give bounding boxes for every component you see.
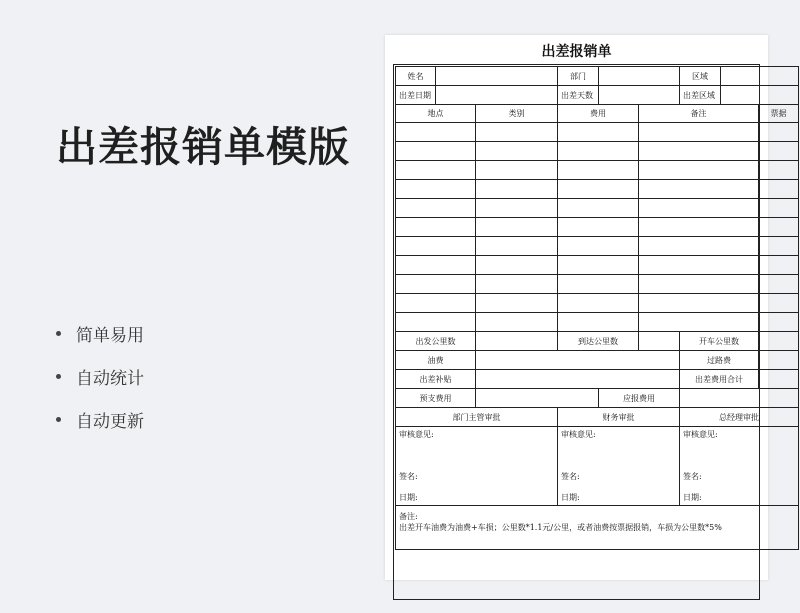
remarks-cell[interactable] [639,180,759,199]
total-field[interactable] [759,370,799,389]
location-cell[interactable] [396,161,476,180]
cost-cell[interactable] [558,313,639,332]
receipts-cell[interactable] [759,199,799,218]
arrive-km-field[interactable] [639,332,680,351]
trip-days-label: 出差天数 [558,86,599,105]
category-cell[interactable] [476,123,558,142]
fuel-label: 油费 [396,351,476,370]
cost-cell[interactable] [558,123,639,142]
advance-label: 预支费用 [396,389,476,408]
fee-row [396,351,799,370]
trip-date-label: 出差日期 [396,86,436,105]
arrive-km-label: 到达公里数 [558,332,639,351]
driven-km-field[interactable] [759,332,799,351]
start-km-label: 出发公里数 [396,332,476,351]
remarks-cell[interactable] [639,275,759,294]
finance-approval-label: 财务审批 [558,408,680,427]
receipts-cell[interactable] [759,237,799,256]
cost-cell[interactable] [558,180,639,199]
remarks-cell[interactable] [639,218,759,237]
fuel-field[interactable] [476,351,680,370]
toll-field[interactable] [759,351,799,370]
dept-label: 部门 [558,67,599,86]
dept-head-approval-label: 部门主管审批 [396,408,558,427]
due-label: 应报费用 [599,389,680,408]
form-preview [385,35,787,580]
expense-row [396,142,799,161]
category-cell[interactable] [476,237,558,256]
notes-text: 出差开车油费为油费+车损；公里数*1.1元/公里，或者油费按票据报销，车损为公里数*5% [399,523,722,532]
location-cell[interactable] [396,256,476,275]
cost-cell[interactable] [558,218,639,237]
remarks-cell[interactable] [639,313,759,332]
advance-field[interactable] [476,389,599,408]
expense-form-table [395,66,799,550]
opinion-label: 审核意见: [561,430,596,439]
receipts-cell[interactable] [759,313,799,332]
remarks-cell[interactable] [639,161,759,180]
remarks-cell[interactable] [639,256,759,275]
sign-label: 签名: [683,472,702,481]
receipts-cell[interactable] [759,218,799,237]
column-header-location: 地点 [396,105,476,123]
column-header-row [396,105,799,123]
receipts-cell[interactable] [759,256,799,275]
approval-header-row [396,408,799,427]
remarks-cell[interactable] [639,237,759,256]
feature-list [56,312,144,441]
fee-row [396,370,799,389]
approval-box-row [396,427,799,506]
column-header-category: 类别 [476,105,558,123]
allowance-label: 出差补贴 [396,370,476,389]
region-label: 区域 [680,67,721,86]
trip-days-field[interactable] [599,86,680,105]
location-cell[interactable] [396,237,476,256]
location-cell[interactable] [396,313,476,332]
remarks-cell[interactable] [639,123,759,142]
bullet-icon [56,417,61,422]
dept-field[interactable] [599,67,680,86]
sign-label: 签名: [399,472,418,481]
category-cell[interactable] [476,313,558,332]
location-cell[interactable] [396,123,476,142]
feature-item [56,398,144,441]
column-header-remarks: 备注 [639,105,759,123]
expense-row [396,180,799,199]
promo-title: 出差报销单模版 [56,123,350,171]
opinion-label: 审核意见: [399,430,434,439]
expense-row [396,275,799,294]
cost-cell[interactable] [558,237,639,256]
receipts-cell[interactable] [759,180,799,199]
trip-area-field[interactable] [721,86,799,105]
sign-label: 签名: [561,472,580,481]
receipts-cell[interactable] [759,294,799,313]
total-label: 出差费用合计 [680,370,759,389]
cost-cell[interactable] [558,142,639,161]
category-cell[interactable] [476,218,558,237]
info-row [396,86,799,105]
expense-row [396,313,799,332]
category-cell[interactable] [476,161,558,180]
toll-label: 过路费 [680,351,759,370]
notes-row [396,506,799,550]
date-label: 日期: [561,493,580,502]
gm-approval-box[interactable] [680,427,799,506]
remarks-cell[interactable] [639,142,759,161]
cost-cell[interactable] [558,199,639,218]
bullet-icon [56,374,61,379]
finance-approval-box[interactable] [558,427,680,506]
trip-date-field[interactable] [436,86,558,105]
feature-item [56,312,144,355]
date-label: 日期: [683,493,702,502]
category-cell[interactable] [476,142,558,161]
location-cell[interactable] [396,294,476,313]
expense-row [396,218,799,237]
trip-area-label: 出差区域 [680,86,721,105]
feature-label: 简单易用 [76,326,144,346]
column-header-receipts: 票据 [759,105,799,123]
driven-km-label: 开车公里数 [680,332,759,351]
expense-row [396,294,799,313]
receipts-cell[interactable] [759,142,799,161]
form-title: 出差报销单 [541,44,612,60]
receipts-cell[interactable] [759,123,799,142]
category-cell[interactable] [476,294,558,313]
expense-row [396,123,799,142]
gm-approval-label: 总经理审批 [680,408,799,427]
notes-label: 备注: [399,512,418,521]
expense-row [396,237,799,256]
feature-item [56,355,144,398]
due-field[interactable] [680,389,799,408]
location-cell[interactable] [396,142,476,161]
cost-cell[interactable] [558,294,639,313]
category-cell[interactable] [476,256,558,275]
date-label: 日期: [399,493,418,502]
location-cell[interactable] [396,218,476,237]
cost-cell[interactable] [558,161,639,180]
feature-label: 自动统计 [76,369,144,389]
cost-cell[interactable] [558,256,639,275]
name-field[interactable] [436,67,558,86]
category-cell[interactable] [476,199,558,218]
region-field[interactable] [721,67,799,86]
cost-cell[interactable] [558,275,639,294]
dept-head-approval-box[interactable] [396,427,558,506]
info-row [396,67,799,86]
expense-row [396,161,799,180]
expense-row [396,199,799,218]
column-header-cost: 费用 [558,105,639,123]
start-km-field[interactable] [476,332,558,351]
remarks-cell[interactable] [639,199,759,218]
receipts-cell[interactable] [759,161,799,180]
location-cell[interactable] [396,275,476,294]
feature-label: 自动更新 [76,412,144,432]
bullet-icon [56,331,61,336]
allowance-field[interactable] [476,370,680,389]
expense-row [396,256,799,275]
category-cell[interactable] [476,180,558,199]
category-cell[interactable] [476,275,558,294]
fee-row [396,389,799,408]
location-cell[interactable] [396,199,476,218]
opinion-label: 审核意见: [683,430,718,439]
km-row [396,332,799,351]
notes-cell [396,506,799,550]
name-label: 姓名 [396,67,436,86]
location-cell[interactable] [396,180,476,199]
remarks-cell[interactable] [639,294,759,313]
receipts-cell[interactable] [759,275,799,294]
